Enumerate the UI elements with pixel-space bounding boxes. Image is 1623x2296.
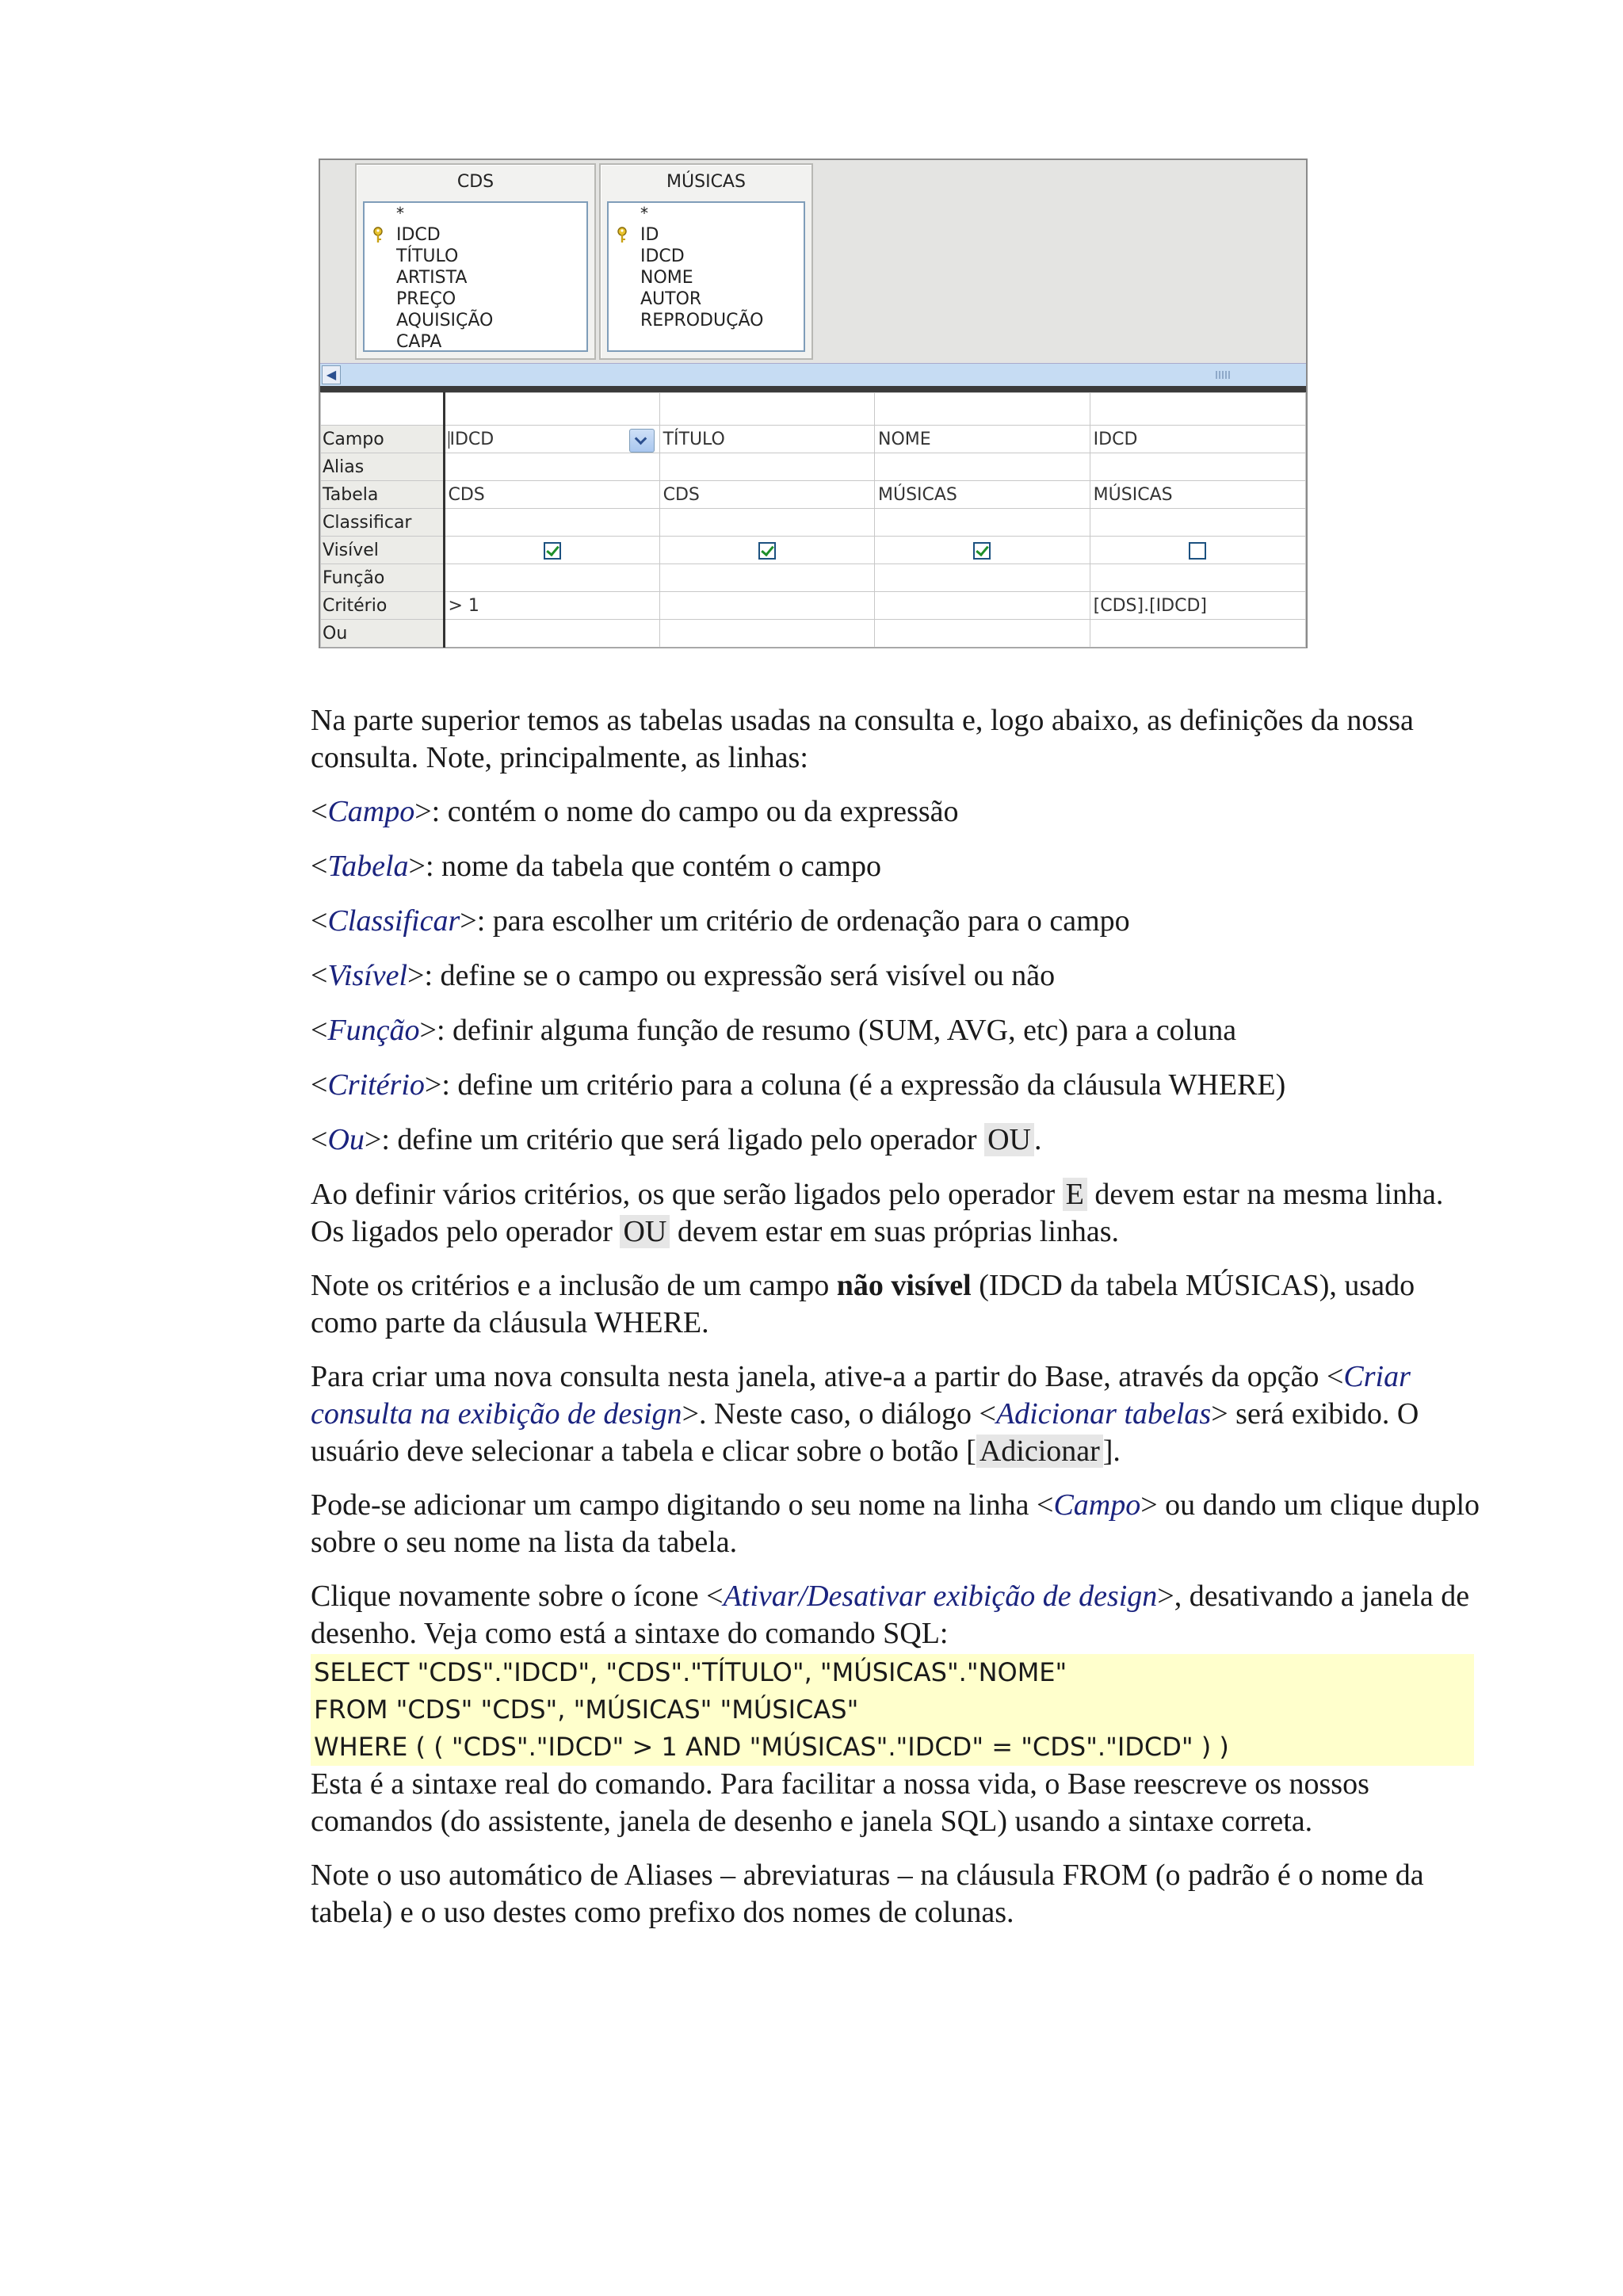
column-header[interactable] (444, 393, 659, 426)
term: Visível (327, 959, 408, 992)
field-item[interactable]: * (640, 204, 648, 223)
menu-reference: Criar consulta na exibição de design (311, 1360, 1411, 1431)
paragraph: Note o uso automático de Aliases – abreviaturas – na cláusula FROM (o padrão é o nome da tabela) e o uso destes como prefixo dos nomes de colunas. (311, 1859, 1424, 1929)
query-design-screenshot (319, 159, 1308, 648)
term: Campo (327, 795, 415, 828)
text-run: Ao definir vários critérios, os que serão ligados pelo operador (311, 1178, 1063, 1211)
grid-cell-tabela[interactable]: CDS (659, 481, 874, 509)
grid-cell-tabela[interactable]: MÚSICAS (874, 481, 1090, 509)
row-label-criterio: Critério (321, 592, 445, 620)
grid-cell-criterio[interactable]: > 1 (444, 592, 659, 620)
grid-cell-ou[interactable] (1090, 620, 1305, 648)
row-label-classificar: Classificar (321, 509, 445, 537)
text-run: será exibido. O usuário deve selecionar a tabela e clicar sobre o botão [ (311, 1397, 1419, 1468)
text-run: ou dando um clique duplo sobre o seu nome na lista da tabela. (311, 1488, 1480, 1559)
field-item[interactable] (609, 224, 804, 246)
grid-cell-ou[interactable] (874, 620, 1090, 648)
field-item[interactable]: AQUISIÇÃO (396, 311, 494, 330)
scroll-left-icon[interactable]: ◀ (322, 365, 341, 384)
field-item[interactable]: REPRODUÇÃO (640, 311, 764, 330)
table-title: MÚSICAS (666, 172, 746, 192)
paragraph: Na parte superior temos as tabelas usadas na consulta e, logo abaixo, as definições da nossa consulta. Note, principalmente, as linhas: (311, 704, 1414, 774)
sql-line: WHERE ( ( "CDS"."IDCD" > 1 AND "MÚSICAS"."IDCD" = "CDS"."IDCD" ) ) (314, 1732, 1229, 1762)
field-item[interactable]: AUTOR (640, 289, 702, 309)
grid-cell-funcao[interactable] (874, 564, 1090, 592)
field-item[interactable]: NOME (640, 268, 693, 288)
visible-checkbox[interactable] (544, 542, 561, 560)
term-desc: : contém o nome do campo ou da expressão (431, 795, 959, 828)
row-label-campo: Campo (321, 426, 445, 453)
term-desc: : define um critério para a coluna (é a expressão da cláusula WHERE) (441, 1068, 1286, 1102)
field-item[interactable]: PREÇO (396, 289, 456, 309)
paragraph: Pode-se adicionar um campo digitando o seu nome na linha <Campo> ou dando um clique duplo sobre o seu nome na lista da tabela. (311, 1488, 1480, 1559)
text-run: Clique novamente sobre o ícone (311, 1580, 707, 1613)
sql-line: SELECT "CDS"."IDCD", "CDS"."TÍTULO", "MÚSICAS"."NOME" (314, 1657, 1067, 1687)
grid-cell-campo[interactable]: NOME (874, 426, 1090, 453)
text-run: devem estar em suas próprias linhas. (670, 1215, 1120, 1248)
grid-cell-classificar[interactable] (659, 509, 874, 537)
scroll-grip-icon (1216, 371, 1230, 379)
field-item[interactable]: * (396, 204, 404, 223)
row-label-tabela: Tabela (321, 481, 445, 509)
grid-cell-criterio[interactable]: [CDS].[IDCD] (1090, 592, 1305, 620)
grid-cell-alias[interactable] (659, 453, 874, 481)
text-run: , desativando a janela de desenho. Veja como está a sintaxe do comando SQL: (311, 1580, 1470, 1650)
grid-cell-ou[interactable] (444, 620, 659, 648)
term-desc: : definir alguma função de resumo (SUM, AVG, etc) para a coluna (436, 1014, 1237, 1047)
grid-cell-alias[interactable] (874, 453, 1090, 481)
definition-item: <Tabela>: nome da tabela que contém o campo (311, 850, 882, 883)
text-run: (IDCD da tabela MÚSICAS), usado como parte da cláusula WHERE. (311, 1269, 1415, 1339)
text-run: Note os critérios e a inclusão de um campo (311, 1269, 837, 1302)
operator-highlight: OU (620, 1215, 670, 1248)
term: Critério (327, 1068, 425, 1102)
field-item[interactable] (365, 224, 586, 246)
paragraph: Clique novamente sobre o ícone <Ativar/Desativar exibição de design>, desativando a janela de desenho. Veja como está a sintaxe do comando SQL: (311, 1580, 1470, 1650)
chevron-down-icon[interactable] (629, 429, 655, 453)
definition-item: <Função>: definir alguma função de resumo (SUM, AVG, etc) para a coluna (311, 1014, 1237, 1047)
text-run: Para criar uma nova consulta nesta janela, ative-a a partir do Base, através da opção (311, 1360, 1327, 1393)
visible-checkbox[interactable] (758, 542, 776, 560)
column-header[interactable] (874, 393, 1090, 426)
grid-cell-funcao[interactable] (444, 564, 659, 592)
horizontal-scrollbar[interactable] (320, 363, 1306, 387)
cell-value: IDCD (449, 429, 495, 449)
grid-cell-ou[interactable] (659, 620, 874, 648)
column-header[interactable] (1090, 393, 1305, 426)
grid-cell-funcao[interactable] (1090, 564, 1305, 592)
grid-cell-criterio[interactable] (874, 592, 1090, 620)
key-icon (372, 227, 384, 243)
term: Classificar (327, 904, 460, 938)
field-item[interactable]: TÍTULO (396, 246, 459, 266)
text-run: Pode-se adicionar um campo digitando o seu nome na linha (311, 1488, 1037, 1522)
grid-cell-visivel (444, 537, 659, 564)
definition-item: <Visível>: define se o campo ou expressão será visível ou não (311, 959, 1056, 992)
term-desc: : define se o campo ou expressão será visível ou não (424, 959, 1056, 992)
grid-cell-tabela[interactable]: MÚSICAS (1090, 481, 1305, 509)
query-design-grid (320, 392, 1306, 648)
text-run: ]. (1102, 1435, 1121, 1468)
definition-item: <Campo>: contém o nome do campo ou da expressão (311, 795, 959, 828)
term: Função (327, 1014, 420, 1047)
table-pane (320, 160, 1306, 364)
field-label: ID (640, 225, 659, 245)
definition-item: <Ou>: define um critério que será ligado pelo operador OU . (311, 1123, 1042, 1156)
grid-cell-alias[interactable] (1090, 453, 1305, 481)
grid-cell-alias[interactable] (444, 453, 659, 481)
field-list (363, 201, 588, 352)
grid-cell-campo[interactable]: TÍTULO (659, 426, 874, 453)
operator-highlight: E (1063, 1178, 1087, 1211)
table-window-cds[interactable] (355, 163, 596, 360)
paragraph (311, 1176, 1484, 1251)
grid-cell-classificar[interactable] (1090, 509, 1305, 537)
grid-cell-visivel (874, 537, 1090, 564)
definition-item: <Critério>: define um critério para a coluna (é a expressão da cláusula WHERE) (311, 1068, 1286, 1102)
field-item[interactable]: ARTISTA (396, 268, 468, 288)
icon-reference: Ativar/Desativar exibição de design (723, 1580, 1158, 1613)
column-header[interactable] (659, 393, 874, 426)
bold-text: não visível (836, 1269, 972, 1302)
paragraph: Esta é a sintaxe real do comando. Para facilitar a nossa vida, o Base reescreve os nossos comandos (do assistente, janela de desenho e janela SQL) usando a sintaxe correta. (311, 1767, 1369, 1838)
text-run: . Neste caso, o diálogo (699, 1397, 980, 1431)
sql-code-block (311, 1654, 1474, 1766)
key-icon (617, 227, 628, 243)
grid-cell-visivel (1090, 537, 1305, 564)
sql-line: FROM "CDS" "CDS", "MÚSICAS" "MÚSICAS" (314, 1694, 859, 1725)
term-desc: : para escolher um critério de ordenação para o campo (476, 904, 1130, 938)
row-label-ou: Ou (321, 620, 445, 648)
pane-splitter[interactable] (320, 386, 1306, 392)
field-list (607, 201, 805, 352)
text-run: devem estar na mesma linha. Os ligados pelo operador (311, 1178, 1444, 1248)
table-title: CDS (456, 172, 495, 192)
grid-cell-campo[interactable] (444, 426, 659, 453)
dialog-reference: Adicionar tabelas (995, 1397, 1212, 1431)
field-item[interactable]: CAPA (396, 332, 442, 352)
grid-cell-criterio[interactable] (659, 592, 874, 620)
row-label-visivel: Visível (321, 537, 445, 564)
term: Campo (1053, 1488, 1141, 1522)
visible-checkbox[interactable] (973, 542, 991, 560)
operator-highlight: OU (984, 1123, 1034, 1156)
grid-cell-tabela[interactable]: CDS (444, 481, 659, 509)
grid-cell-classificar[interactable] (874, 509, 1090, 537)
grid-cell-classificar[interactable] (444, 509, 659, 537)
grid-cell-campo[interactable]: IDCD (1090, 426, 1305, 453)
table-window-musicas[interactable] (599, 163, 813, 360)
field-label: IDCD (396, 225, 441, 245)
paragraph: Para criar uma nova consulta nesta janela, ative-a a partir do Base, através da opção <Criar consulta na exibição de design>. Neste caso, o diálogo <Adicionar tabelas> será exibido. O usuário deve selecionar a tabela e clicar sobre o botão [ Adicionar ]. (311, 1360, 1419, 1468)
document-body (311, 702, 1484, 1948)
visible-checkbox[interactable] (1189, 542, 1206, 560)
definition-item: <Classificar>: para escolher um critério de ordenação para o campo (311, 904, 1130, 938)
term: Ou (327, 1123, 365, 1156)
grid-cell-funcao[interactable] (659, 564, 874, 592)
paragraph (311, 1267, 1484, 1342)
button-reference: Adicionar (976, 1435, 1103, 1468)
term-desc: : define um critério que será ligado pelo operador (381, 1123, 985, 1156)
row-label-funcao: Função (321, 564, 445, 592)
row-label-alias: Alias (321, 453, 445, 481)
grid-corner (321, 393, 445, 426)
term-desc: : nome da tabela que contém o campo (425, 850, 882, 883)
term: Tabela (327, 850, 409, 883)
field-item[interactable]: IDCD (640, 246, 685, 266)
grid-cell-visivel (659, 537, 874, 564)
